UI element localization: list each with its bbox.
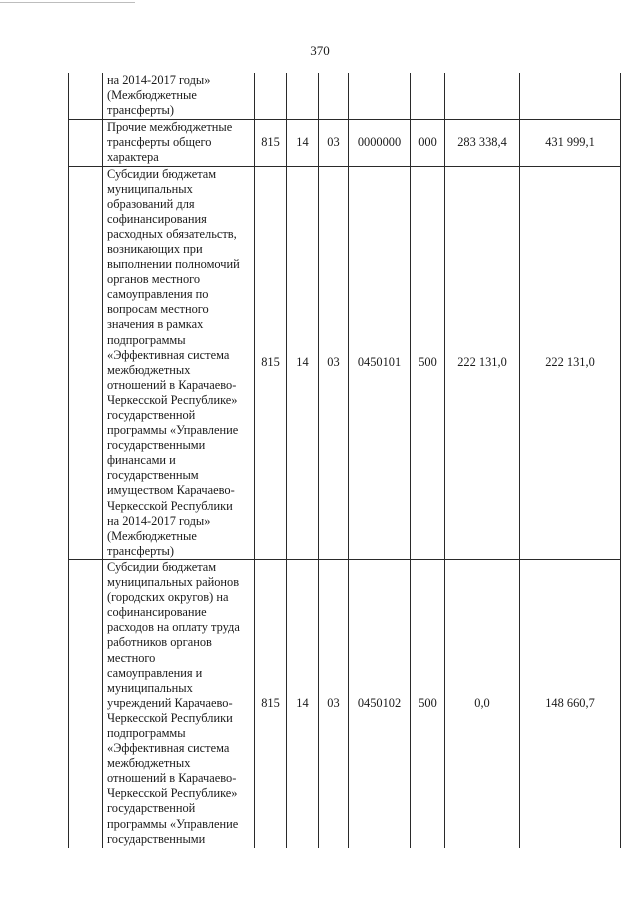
table-cell-vr: 000 xyxy=(411,119,445,166)
table-cell-sum-2015: 0,0 xyxy=(445,559,520,847)
scan-edge-line xyxy=(0,2,135,3)
table-cell-csr: 0450102 xyxy=(349,559,411,847)
table-cell-vr: 500 xyxy=(411,166,445,559)
table-cell-vr: 500 xyxy=(411,559,445,847)
table-cell-csr: 0450101 xyxy=(349,166,411,559)
table-cell-rz: 14 xyxy=(287,559,319,847)
table-cell-gr xyxy=(255,73,287,119)
table-cell-pr: 03 xyxy=(319,166,349,559)
table-cell-sum-2015: 222 131,0 xyxy=(445,166,520,559)
table-cell-name: Прочие межбюджетные трансферты общего характера xyxy=(103,119,255,166)
table-cell-gr: 815 xyxy=(255,119,287,166)
table-cell-blank xyxy=(69,166,103,559)
table-cell-name: Субсидии бюджетам муниципальных районов (городских округов) на софинансирование расходов на оплату труда работников органов местного самоуправления и муниципальных учреждений Карачаево- Черкесской Республики подпрограммы «Эффективная система межбюджетных отношений в Карачаево- Черкесской Республике» государственной программы «Управление государственными xyxy=(103,559,255,847)
table-cell-pr: 03 xyxy=(319,119,349,166)
table-cell-vr xyxy=(411,73,445,119)
table-cell-blank xyxy=(69,559,103,847)
table-row xyxy=(69,119,621,166)
table-cell-sum-2015 xyxy=(445,73,520,119)
table-cell-rz: 14 xyxy=(287,119,319,166)
table-cell-gr: 815 xyxy=(255,559,287,847)
table-cell-csr xyxy=(349,73,411,119)
page-number: 370 xyxy=(310,43,330,58)
table-row xyxy=(69,166,621,559)
table-cell-blank xyxy=(69,119,103,166)
table-cell-pr xyxy=(319,73,349,119)
table-cell-rz xyxy=(287,73,319,119)
table-cell-blank xyxy=(69,73,103,119)
table-cell-gr: 815 xyxy=(255,166,287,559)
table-row xyxy=(69,559,621,847)
table-cell-sum-2016: 148 660,7 xyxy=(520,559,621,847)
table-cell-pr: 03 xyxy=(319,559,349,847)
table-cell-csr: 0000000 xyxy=(349,119,411,166)
table-cell-sum-2016 xyxy=(520,73,621,119)
table-row xyxy=(69,73,621,119)
table-cell-sum-2016: 431 999,1 xyxy=(520,119,621,166)
table-cell-rz: 14 xyxy=(287,166,319,559)
table-cell-name: на 2014-2017 годы» (Межбюджетные трансферты) xyxy=(103,73,255,119)
table-cell-name: Субсидии бюджетам муниципальных образований для софинансирования расходных обязательств, возникающих при выполнении полномочий органов местного самоуправления по вопросам местного значения в рамках подпрограммы «Эффективная система межбюджетных отношений в Карачаево- Черкесской Республике» государственной программы «Управление государственными финансами и государственным имуществом Карачаево- Черкесской Республики на 2014-2017 годы» (Межбюджетные трансферты) xyxy=(103,166,255,559)
budget-table xyxy=(68,73,621,848)
table-cell-sum-2015: 283 338,4 xyxy=(445,119,520,166)
table-cell-sum-2016: 222 131,0 xyxy=(520,166,621,559)
